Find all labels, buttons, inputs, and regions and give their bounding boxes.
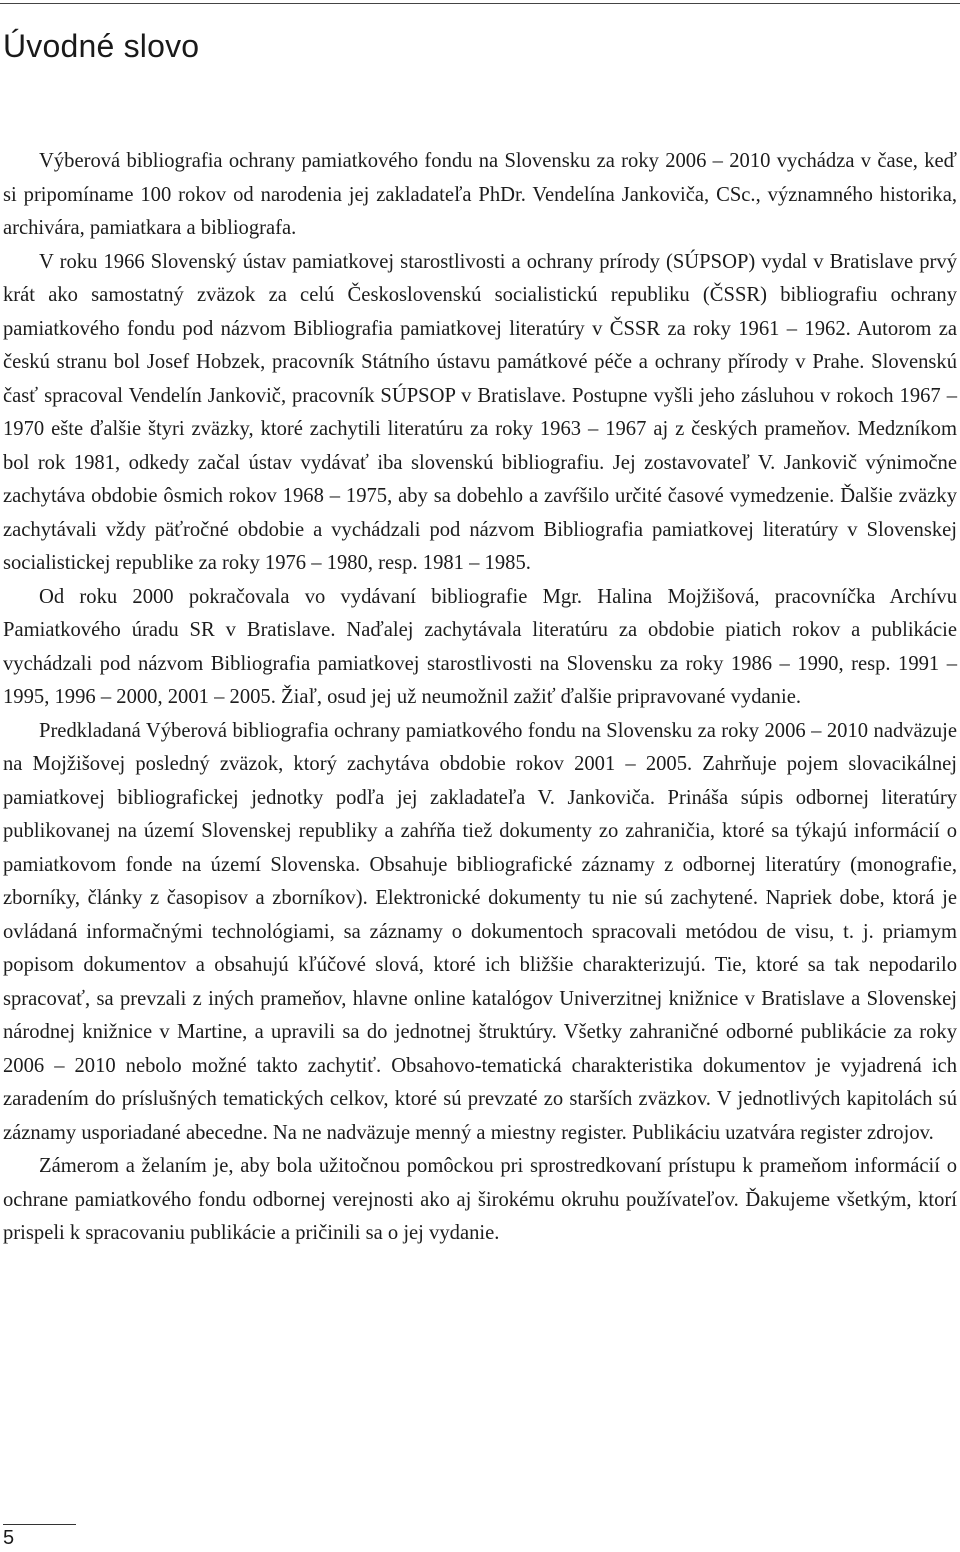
paragraph-closing: Zámerom a želaním je, aby bola užitočnou pomôckou pri sprostredkovaní prístupu k prameňom informácií o ochrane pamiatkového fondu odbornej verejnosti ako aj širokému okruhu používateľov. Ďakujeme všetkým, ktorí prispeli k spracovaniu publikácie a pričinili sa o jej vydanie. [3, 1155, 957, 1244]
page-title: Úvodné slovo [3, 28, 200, 64]
paragraph-intro: Výberová bibliografia ochrany pamiatkového fondu na Slovensku za roky 2006 – 2010 vychádza v čase, keď si pripomíname 100 rokov od narodenia jej zakladateľa PhDr. Vendelína Jankoviča, CSc., významného historika, archivára, pamiatkara a bibliografa. [3, 150, 957, 239]
paragraph-continuation: Od roku 2000 pokračovala vo vydávaní bibliografie Mgr. Halina Mojžišová, pracovníčka Archívu Pamiatkového úradu SR v Bratislave. Naďalej zachytávala literatúru za obdobie piatich rokov a publikácie vychádzali pod názvom Bibliografia pamiatkovej starostlivosti na Slovensku za roky 1986 – 1990, resp. 1991 – 1995, 1996 – 2000, 2001 – 2005. Žiaľ, osud jej už neumožnil zažiť ďalšie pripravované vydanie. [3, 585, 957, 708]
footer-rule [3, 1524, 76, 1525]
paragraph-scope: Predkladaná Výberová bibliografia ochrany pamiatkového fondu na Slovensku za roky 2006 – 2010 nadväzuje na Mojžišovej posledný zväzok, ktorý zachytáva obdobie rokov 2001 – 2005. Zahrňuje pojem slovacikálnej pamiatkovej bibliografickej jednotky podľa jej zakladateľa V. Jankoviča. Prináša súpis odbornej literatúry publikovanej na území Slovenskej republiky a zahŕňa tiež dokumenty zo zahraničia, ktoré sa týkajú informácií o pamiatkovom fonde na území Slovenska. Obsahuje bibliografické záznamy z odbornej literatúry (monografie, zborníky, články z časopisov a zborníkov). Elektronické dokumenty tu nie sú zachytené. Napriek dobe, ktorá je ovládaná informačnými technológiami, sa záznamy o dokumentoch spracovali metódou de visu, t. j. priamym popisom dokumentov a obsahujú kľúčové slová, ktoré ich bližšie charakterizujú. Tie, ktoré sa tak nepodarilo spracovať, sa prevzali z iných prameňov, hlavne online katalógov Univerzitnej knižnice v Bratislave a Slovenskej národnej knižnice v Martine, a upravili sa do jednotnej štruktúry. Všetky zahraničné odborné publikácie za roky 2006 – 2010 nebolo možné takto zachytiť. Obsahovo-tematická charakteristika dokumentov je vyjadrená ich zaradením do príslušných tematických celkov, ktoré sú prevzaté zo starších zväzkov. V jednotlivých kapitolách sú záznamy usporiadané abecedne. Na ne nadväzuje menný a miestny register. Publikáciu uzatvára register zdrojov. [3, 719, 957, 1144]
top-rule [0, 3, 960, 4]
body-text [3, 145, 957, 1251]
paragraph-history: V roku 1966 Slovenský ústav pamiatkovej starostlivosti a ochrany prírody (SÚPSOP) vydal v Bratislave prvý krát ako samostatný zväzok za celú Československú socialistickú republiku (ČSSR) bibliografiu ochrany pamiatkového fondu pod názvom Bibliografia pamiatkovej literatúry v ČSSR za roky 1961 – 1962. Autorom za českú stranu bol Josef Hobzek, pracovník Státního ústavu památkové péče a ochrany přírody v Prahe. Slovenskú časť spracoval Vendelín Jankovič, pracovník SÚPSOP v Bratislave. Postupne vyšli jeho zásluhou v rokoch 1967 – 1970 ešte ďalšie štyri zväzky, ktoré zachytili literatúru za roky 1963 – 1967 aj z českých prameňov. Medzníkom bol rok 1981, odkedy začal ústav vydávať iba slovenskú bibliografiu. Jej zostavovateľ V. Jankovič výnimočne zachytáva obdobie ôsmich rokov 1968 – 1975, aby sa dobehlo a zavŕšilo určité časové vymedzenie. Ďalšie zväzky zachytávali vždy päťročné obdobie a vychádzali pod názvom Bibliografia pamiatkovej literatúry v Slovenskej socialistickej republike za roky 1976 – 1980, resp. 1981 – 1985. [3, 250, 957, 574]
page-number: 5 [3, 1527, 15, 1549]
